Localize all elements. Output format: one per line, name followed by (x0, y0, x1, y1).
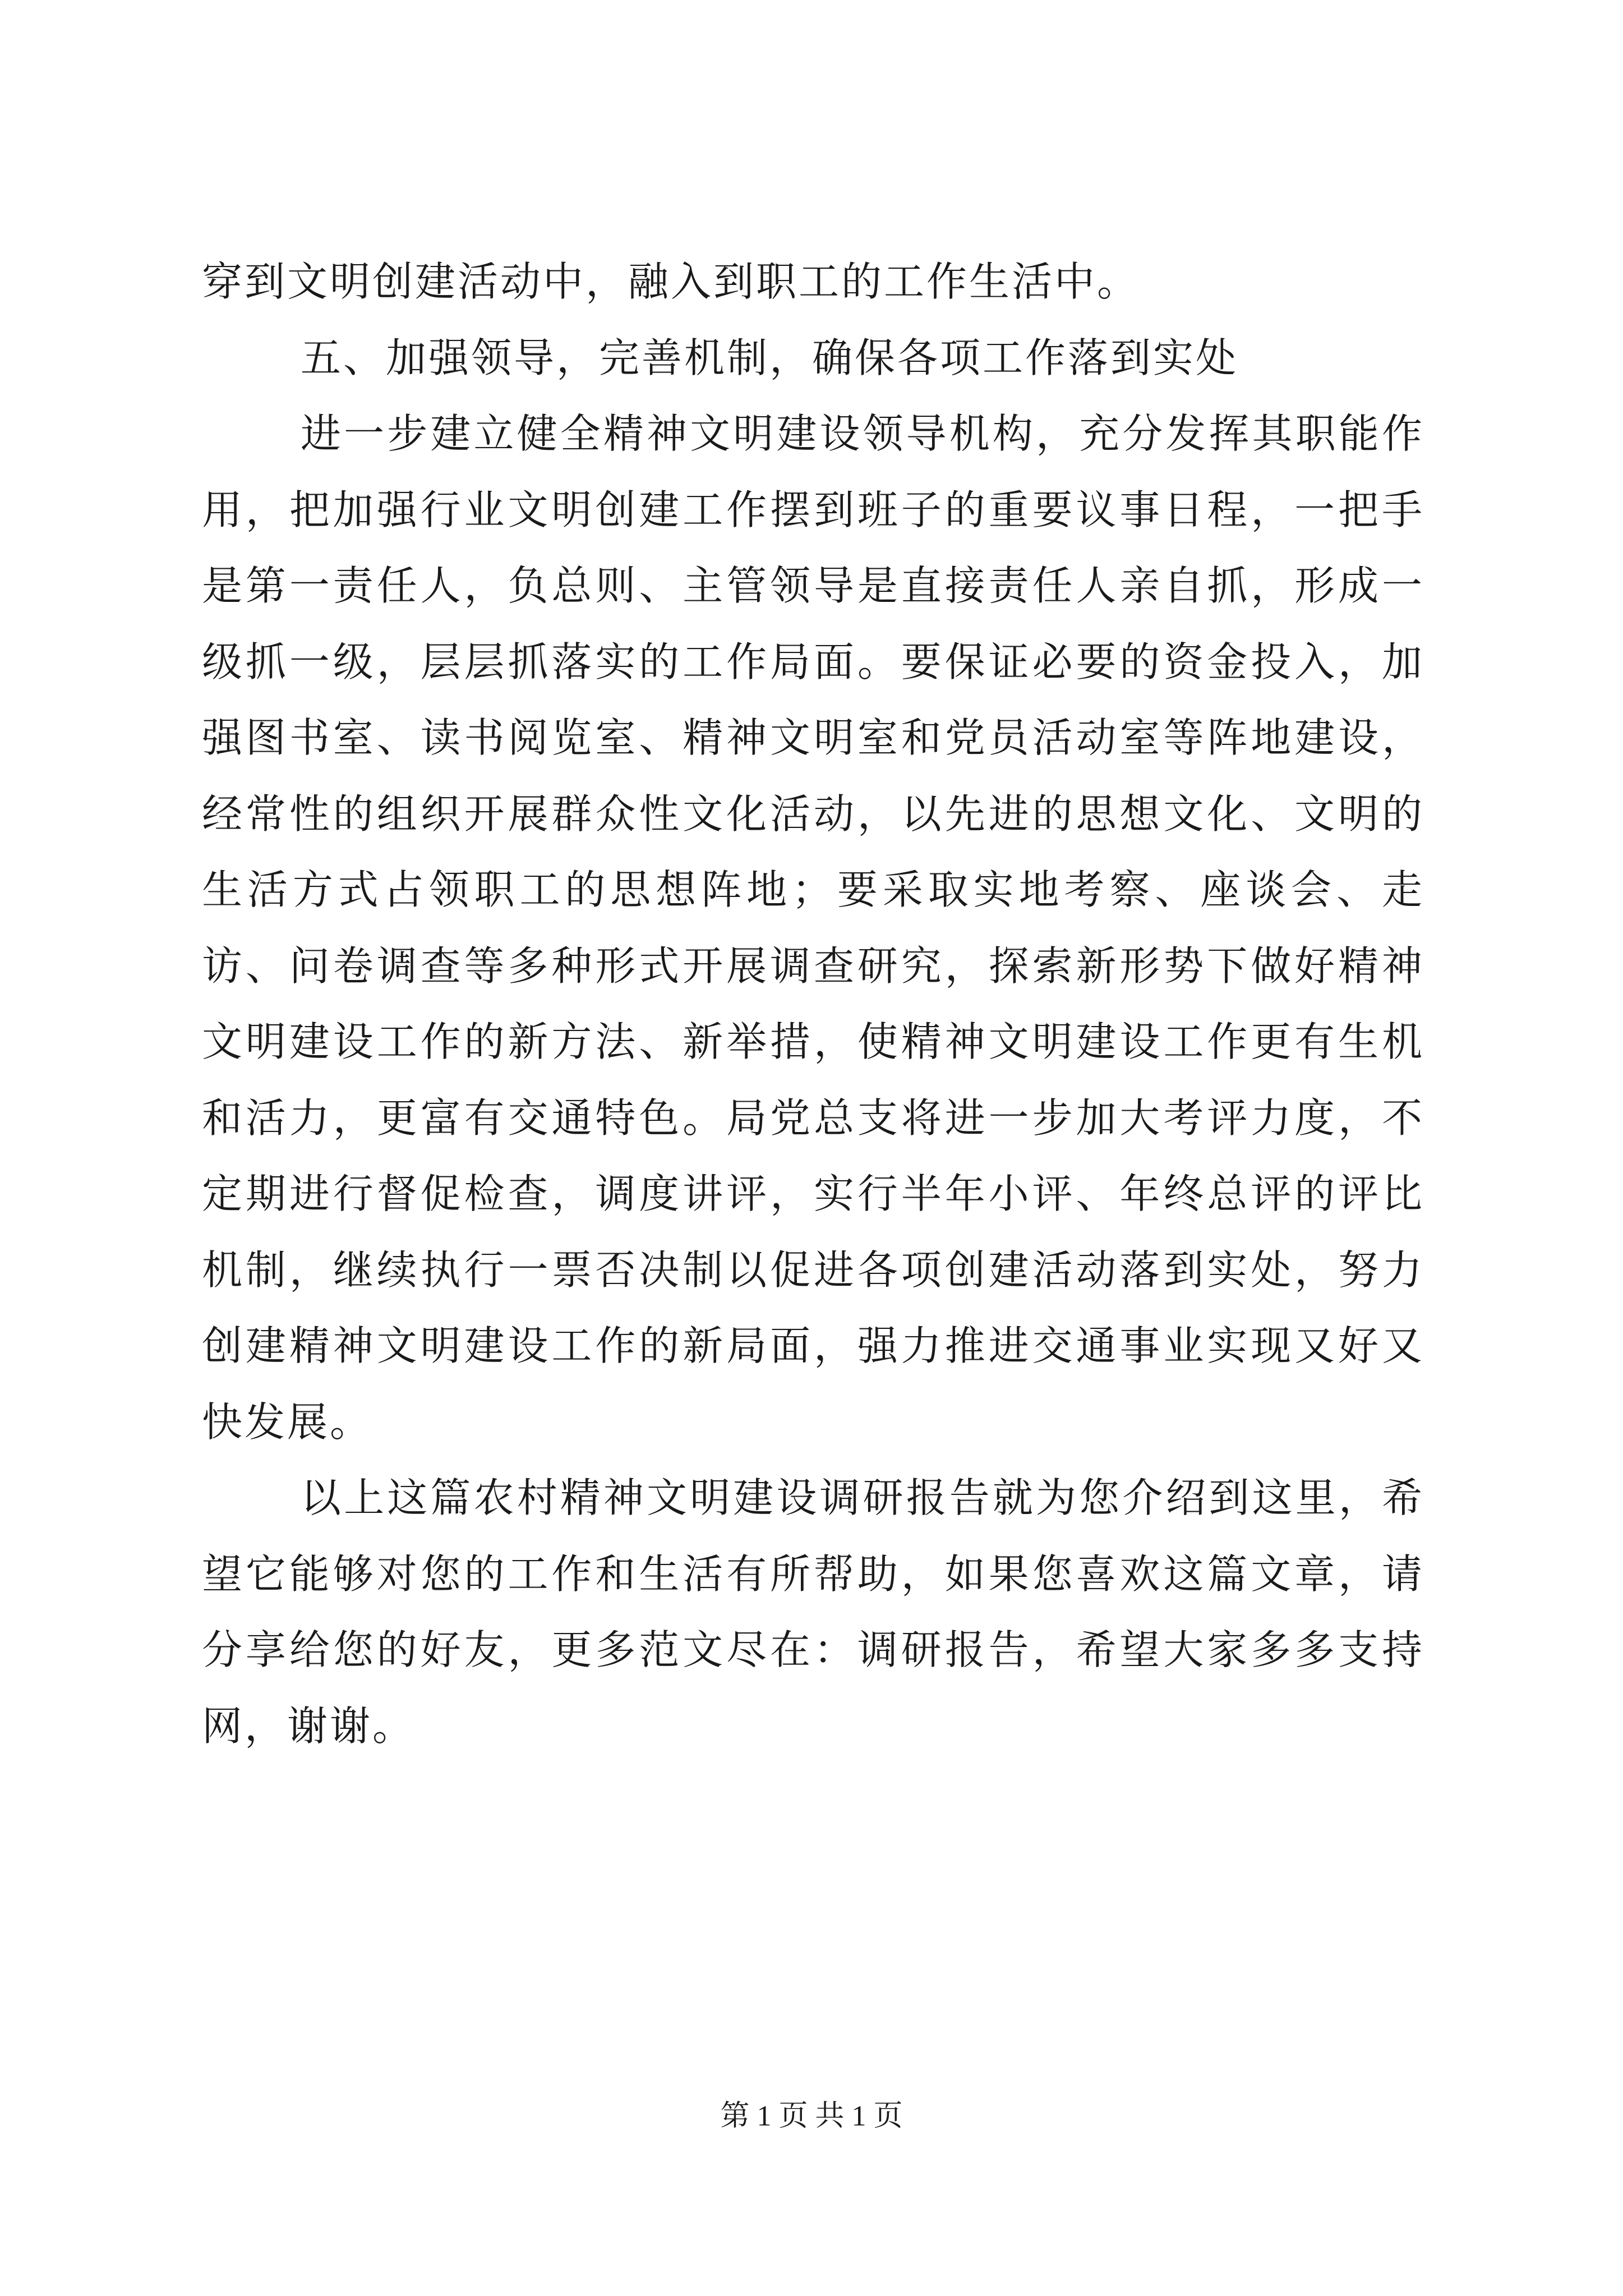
page-number-footer: 第 1 页 共 1 页 (720, 2100, 903, 2132)
paragraph-closing: 以上这篇农村精神文明建设调研报告就为您介绍到这里，希望它能够对您的工作和生活有所帮助，如果您喜欢这篇文章，请分享给您的好友，更多范文尽在：调研报告，希望大家多多支持网，谢谢。 (202, 1474, 1424, 1750)
section-heading: 五、加强领导，完善机制，确保各项工作落到实处 (301, 334, 1239, 381)
paragraph-body: 进一步建立健全精神文明建设领导机构，充分发挥其职能作用，把加强行业文明创建工作摆到班子的重要议事日程，一把手是第一责任人，负总则、主管领导是直接责任人亲自抓，形成一级抓一级，层层抓落实的工作局面。要保证必要的资金投入，加强图书室、读书阅览室、精神文明室和党员活动室等阵地建设，经常性的组织开展群众性文化活动，以先进的思想文化、文明的生活方式占领职工的思想阵地；要采取实地考察、座谈会、走访、问卷调查等多种形式开展调查研究，探索新形势下做好精神文明建设工作的新方法、新举措，使精神文明建设工作更有生机和活力，更富有交通特色。局党总支将进一步加大考评力度，不定期进行督促检查，调度讲评，实行半年小评、年终总评的评比机制，继续执行一票否决制以促进各项创建活动落到实处，努力创建精神文明建设工作的新局面，强力推进交通事业实现又好又快发展。 (202, 410, 1424, 1446)
document-body (202, 244, 1424, 1764)
paragraph-continuation: 穿到文明创建活动中，融入到职工的工作生活中。 (202, 258, 1140, 305)
